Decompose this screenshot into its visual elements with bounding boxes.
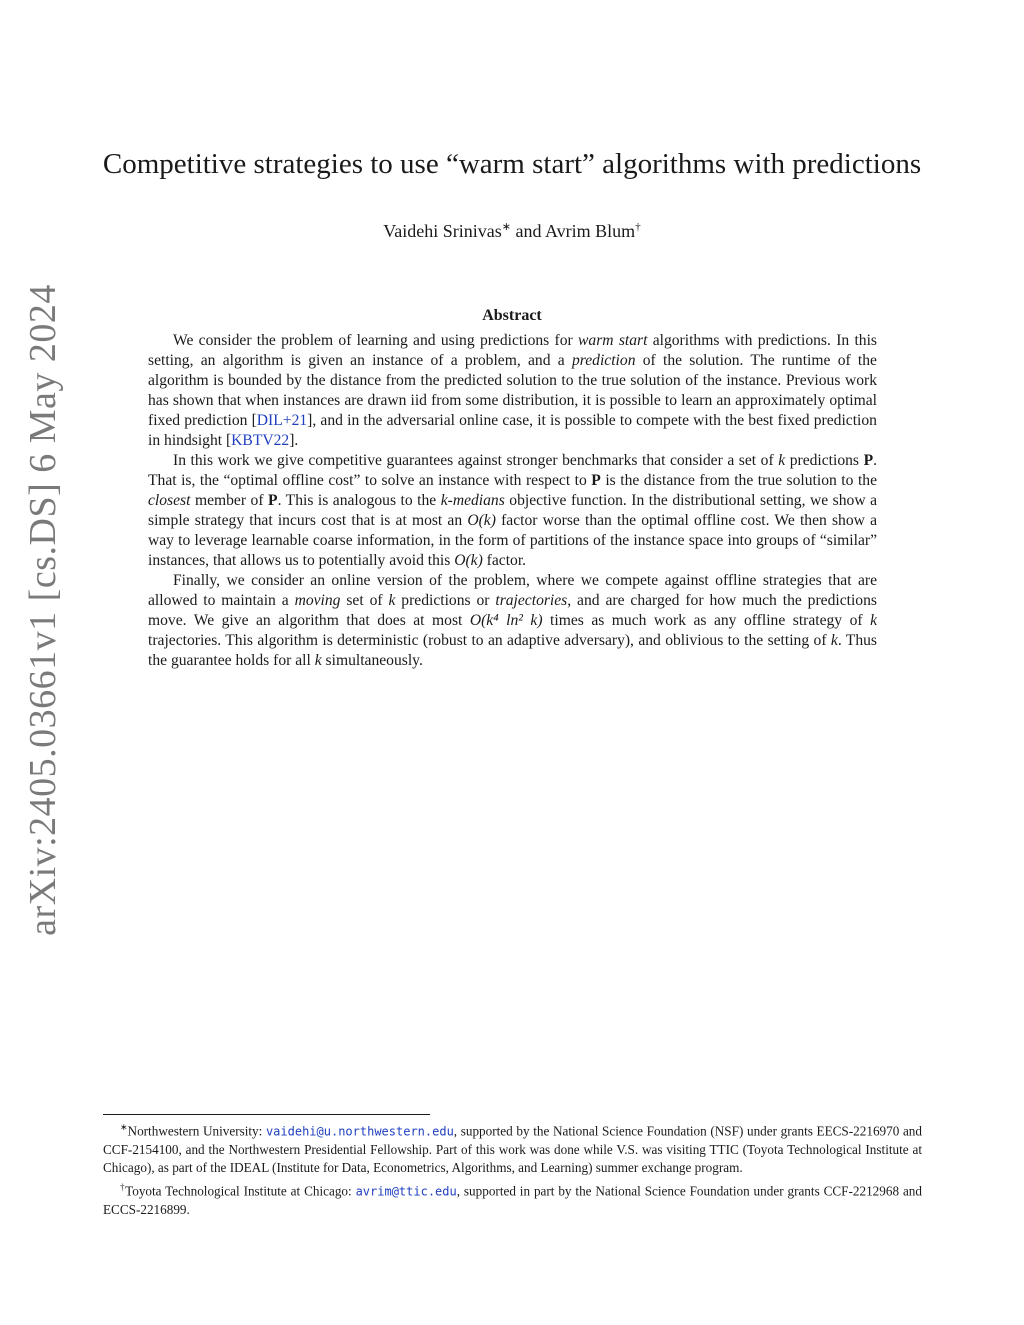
math: k (314, 652, 322, 669)
paper-title: Competitive strategies to use “warm start” algorithms with predictions (102, 148, 922, 180)
text: . This is analogous to the (277, 492, 441, 509)
text: objective function. In the distributional setting, we show a simple strategy that incurs cost that is at most an (148, 492, 877, 529)
text: Finally, we consider an online version of the problem, where we compete against offline strategies that are allowed to maintain a (148, 572, 877, 609)
math: P (268, 492, 278, 509)
text: times as much work as any offline strategy of (542, 612, 871, 629)
text: ], and in the adversarial online case, it is possible to compete with the best fixed prediction in hindsight [ (148, 412, 877, 449)
author-1: Vaidehi Srinivas (383, 221, 502, 241)
abstract-paragraph-2 (148, 451, 877, 571)
email-link[interactable]: avrim@ttic.edu (355, 1184, 457, 1199)
text: predictions (785, 452, 864, 469)
math: O(k) (467, 512, 496, 529)
email-link[interactable]: vaidehi@u.northwestern.edu (265, 1124, 454, 1139)
abstract-paragraph-3 (148, 571, 877, 671)
abstract-heading: Abstract (482, 307, 542, 324)
author-2-footnote-mark: † (635, 221, 641, 233)
text: , supported in part by the National Science Foundation under grants CCF-2212968 and ECCS-2216899. (103, 1183, 922, 1217)
text: of the solution. The runtime of the algorithm is bounded by the distance from the predicted solution to the true solution of the instance. Previous work has shown that when instances are drawn iid from some distribution, it is possible to learn an approximately optimal fixed prediction [ (148, 352, 877, 429)
emphasis: moving (294, 592, 341, 609)
emphasis: closest (148, 492, 191, 509)
author-separator: and (511, 221, 546, 241)
text: Northwestern University: (127, 1123, 266, 1139)
text: simultaneously. (321, 652, 423, 669)
abstract-body (148, 331, 877, 671)
text: is the distance from the true solution to the (600, 472, 877, 489)
footnote-divider (103, 1114, 430, 1115)
emphasis: prediction (571, 352, 636, 369)
math: k (388, 592, 396, 609)
text: Toyota Technological Institute at Chicago: (125, 1183, 356, 1199)
math: k (870, 612, 878, 629)
footnotes (103, 1118, 922, 1219)
author-line (0, 220, 1024, 242)
footnote-mark: † (120, 1181, 126, 1192)
text: member of (190, 492, 269, 509)
citation-link[interactable]: DIL+21 (256, 412, 308, 429)
math: k (830, 632, 838, 649)
footnote-2 (103, 1178, 922, 1219)
text: . That is, the “optimal offline cost” to solve an instance with respect to (148, 452, 877, 489)
footnote-1 (103, 1118, 922, 1178)
text: . Thus the guarantee holds for all (148, 632, 877, 669)
math: k (778, 452, 786, 469)
math: P (863, 452, 874, 469)
text: We consider the problem of learning and using predictions for (173, 332, 578, 349)
math: O(k) (454, 552, 483, 569)
text: ]. (289, 432, 299, 449)
arxiv-id: arXiv:2405.03661v1 [cs.DS] 6 May 2024 (22, 284, 64, 936)
emphasis: trajectories (495, 592, 568, 609)
text: trajectories. This algorithm is deterministic (robust to an adaptive adversary), and oblivious to the setting of (148, 632, 831, 649)
emphasis: warm start (578, 332, 648, 349)
text: , and are charged for how much the predictions move. We give an algorithm that does at most (148, 592, 877, 629)
arxiv-stamp (8, 284, 78, 936)
emphasis: k-medians (440, 492, 505, 509)
math: P (591, 472, 601, 489)
footnote-mark: ∗ (120, 1122, 128, 1132)
text: predictions or (395, 592, 496, 609)
author-1-footnote-mark: ∗ (501, 221, 512, 233)
text: set of (340, 592, 389, 609)
citation-link[interactable]: KBTV22 (231, 432, 290, 449)
abstract-paragraph-1 (148, 331, 877, 451)
text: algorithms with predictions. In this setting, an algorithm is given an instance of a problem, and a (148, 332, 878, 369)
author-2: Avrim Blum (545, 221, 636, 241)
math: O(k⁴ ln² k) (469, 612, 543, 629)
text: In this work we give competitive guarantees against stronger benchmarks that consider a set of (173, 452, 779, 469)
text: factor. (482, 552, 527, 569)
text: , supported by the National Science Foundation (NSF) under grants EECS-2216970 and CCF-2154100, and the Northwestern Presidential Fellowship. Part of this work was done while V.S. was visiting TTIC (Toyota Technological Institute at Chicago), as part of the IDEAL (Institute for Data, Econometrics, Algorithms, and Learning) summer exchange program. (103, 1123, 922, 1176)
text: factor worse than the optimal offline cost. We then show a way to leverage learnable coarse information, in the form of partitions of the instance space into groups of “similar” instances, that allows us to potentially avoid this (148, 512, 877, 569)
